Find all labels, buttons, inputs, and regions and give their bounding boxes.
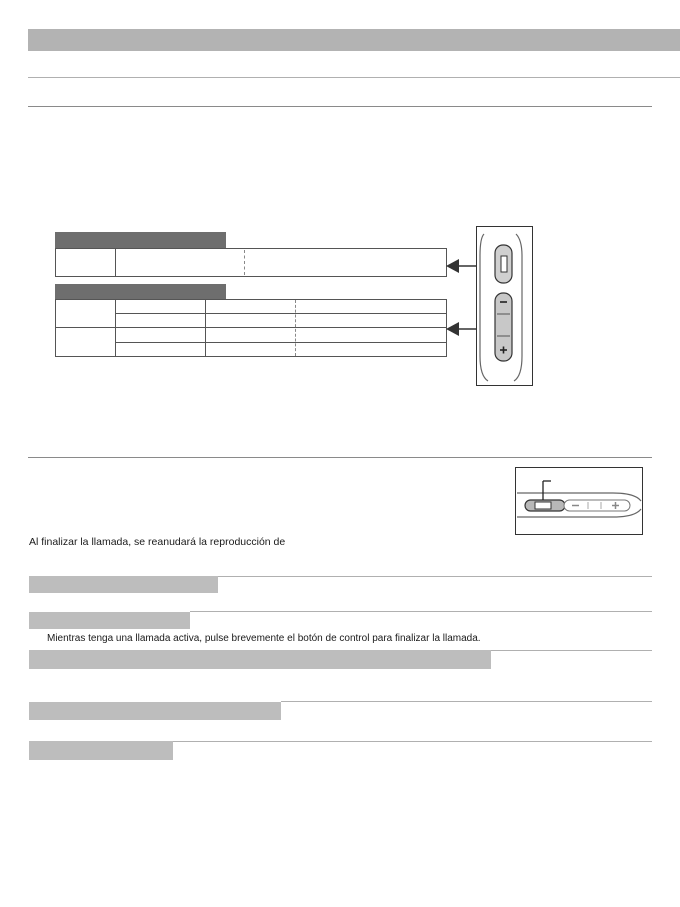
table-2-col-divider-2 <box>295 300 296 356</box>
table-2-col-divider-1 <box>205 299 206 357</box>
rule-subsection-5 <box>173 741 652 742</box>
control-button-closeup-icon <box>515 467 643 535</box>
rule-top <box>28 77 680 78</box>
header-band <box>28 29 680 51</box>
subsection-heading-bar-1 <box>29 576 218 593</box>
rule-subsection-2 <box>190 611 652 612</box>
table-2-header <box>55 284 226 299</box>
table-2-row-2 <box>115 313 447 328</box>
table-1-label-cell <box>55 248 116 277</box>
table-2-label-cell-b <box>55 327 116 357</box>
table-1-value-cell <box>115 248 447 277</box>
headset-side-controls-icon <box>476 226 534 386</box>
rule-subsection-1 <box>218 576 652 577</box>
resume-playback-text: Al finalizar la llamada, se reanudará la reproducción de <box>29 536 286 548</box>
table-2-row-3 <box>115 327 447 343</box>
subsection-heading-bar-4 <box>29 702 281 720</box>
rule-section-1 <box>28 106 652 107</box>
subsection-heading-bar-3 <box>29 650 491 669</box>
table-1-header <box>55 232 226 248</box>
table-2-row-4 <box>115 342 447 357</box>
table-1-divider <box>244 250 245 275</box>
subsection-heading-bar-5 <box>29 741 173 760</box>
rule-subsection-4 <box>281 701 652 702</box>
table-2-row-1 <box>115 299 447 314</box>
rule-section-2 <box>28 457 652 458</box>
subsection-heading-bar-2 <box>29 612 190 629</box>
rule-subsection-3 <box>491 650 652 651</box>
table-2-label-cell-a <box>55 299 116 328</box>
end-call-instruction: Mientras tenga una llamada activa, pulse brevemente el botón de control para finalizar la llamada. <box>47 633 481 644</box>
